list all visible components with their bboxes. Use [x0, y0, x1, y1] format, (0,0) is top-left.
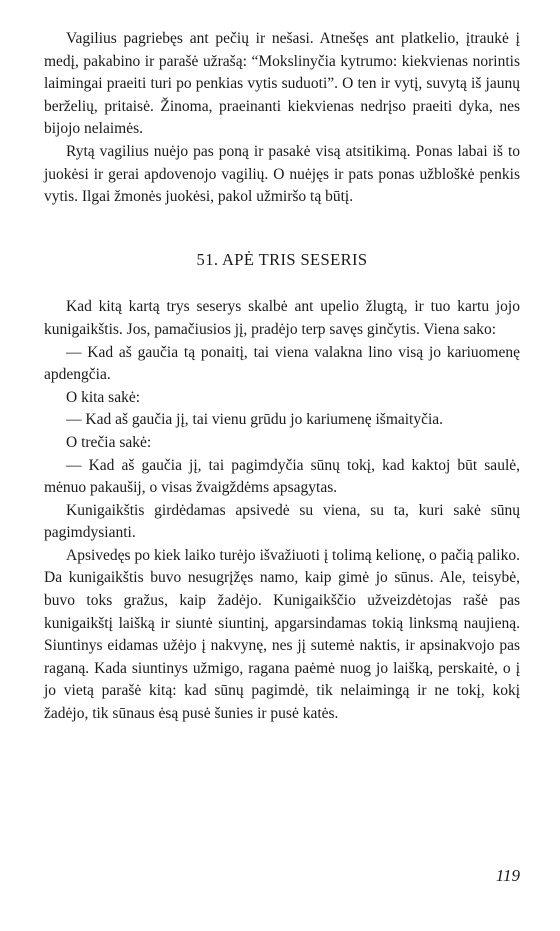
paragraph: O trečia sakė:	[66, 433, 152, 451]
paragraph: Rytą vagilius nuėjo pas poną ir pasakė visą atsitikimą. Ponas labai iš to juokėsi ir gerai apdovenojo vagilių. O nuėjęs ir pats ponas užbloškė penkis vytis. Ilgai žmonės juokėsi, pakol užmiršo tą būtį.	[44, 142, 520, 206]
paragraph: Kunigaikštis girdėdamas apsivedė su viena, su ta, kuri sakė sūnų pagimdysianti.	[44, 501, 520, 542]
page-number: 119	[495, 866, 520, 885]
dialogue-line: — Kad aš gaučia tą ponaitį, tai viena valakna lino visą jo kariuomenę apdengčia.	[44, 343, 520, 384]
paragraph: Apsivedęs po kiek laiko turėjo išvažiuoti į tolimą kelionę, o pačią paliko. Da kunigaikštis buvo nesugrįžęs namo, kaip gimė jo sūnus. Ale, teisybė, buvo toks gražus, kaip žadėjo. Kunigaikščio užveizdėtojas rašė pas kunigaikštį laišką ir siuntė siuntinį, apgarsindamas tokią linksmą naujieną. Siuntinys eidamas užėjo į nakvynę, nes jį sutemė naktis, ir apsinakvojo pas raganą. Kada siuntinys užmigo, ragana paėmė nuog jo laišką, perskaitė, o į jo vietą parašė kitą: kad sūnų pagimdė, tik nelaimingą ir ne tokį, kokį žadėjo, tik sūnaus ėsą pusė šunies ir pusė katės.	[44, 546, 520, 723]
paragraph: Vagilius pagriebęs ant pečių ir nešasi. Atnešęs ant platkelio, įtraukė į medį, pakabino ir parašė užrašą: “Mokslinyčia kytrumo: kiekvienas norintis laimingai praeiti turi po penkias vytis suduoti”. O ten ir vytį, suvytą iš jaunų berželių, pritaisė. Žinoma, praeinanti kiekvienas nedrįso praeiti dyka, nes bijojo nelaimės.	[44, 30, 520, 138]
paragraph: Kad kitą kartą trys seserys skalbė ant upelio žlugtą, ir tuo kartu jojo kunigaikštis. Jos, pamačiusios jį, pradėjo terp savęs ginčytis. Viena sako:	[44, 298, 520, 338]
story-title: 51. APĖ TRIS SESERIS	[196, 249, 368, 269]
book-page	[44, 28, 520, 726]
dialogue-line: — Kad aš gaučia jį, tai vienu grūdu jo kariumenę išmaityčia.	[66, 411, 444, 429]
paragraph: O kita sakė:	[66, 388, 141, 406]
dialogue-line: — Kad aš gaučia jį, tai pagimdyčia sūnų tokį, kad kaktoj būt saulė, mėnuo pakaušij, o visas žvaigždėms apsagytas.	[44, 456, 520, 497]
